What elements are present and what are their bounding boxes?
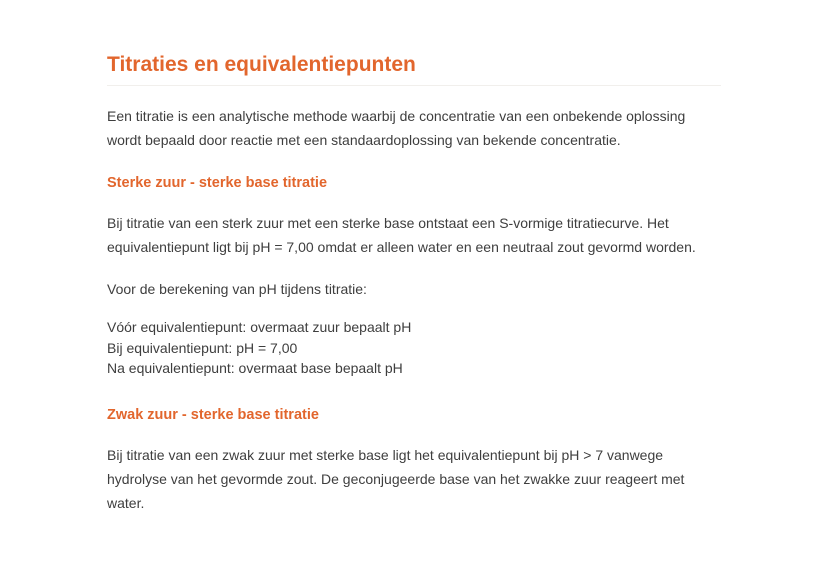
paragraph-strong-acid-curve: Bij titratie van een sterk zuur met een sterke base ontstaat een S-vormige titratiecurve. Het equivalentiepunt ligt bij pH = 7,00 omdat er alleen water en een neutraal zout gevormd worden. xyxy=(107,215,696,255)
section-heading-strong-acid-strong-base: Sterke zuur - sterke base titratie xyxy=(107,175,328,191)
paragraph-weak-acid-hydrolysis: Bij titratie van een zwak zuur met sterke base ligt het equivalentiepunt bij pH > 7 vanwege hydrolyse van het gevormde zout. De geconjugeerde base van het zwakke zuur reageert met water. xyxy=(107,446,685,511)
page-title: Titraties en equivalentiepunten xyxy=(107,52,721,86)
list-line-before-equivalence: Vóór equivalentiepunt: overmaat zuur bepaalt pH xyxy=(107,319,412,335)
section-heading-weak-acid-strong-base: Zwak zuur - sterke base titratie xyxy=(107,406,319,423)
document-content xyxy=(107,0,721,515)
ph-rules-list xyxy=(107,317,721,379)
paragraph-ph-calculation-intro: Voor de berekening van pH tijdens titratie: xyxy=(107,281,367,297)
intro-paragraph: Een titratie is een analytische methode waarbij de concentratie van een onbekende oplossing wordt bepaald door reactie met een standaardoplossing van bekende concentratie. xyxy=(107,108,686,148)
list-line-after-equivalence: Na equivalentiepunt: overmaat base bepaalt pH xyxy=(107,360,403,376)
list-line-at-equivalence: Bij equivalentiepunt: pH = 7,00 xyxy=(107,339,298,356)
